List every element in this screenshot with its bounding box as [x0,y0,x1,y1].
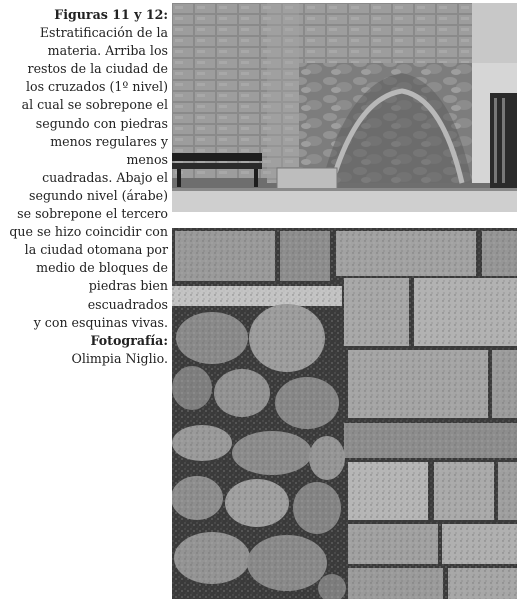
photo-stone-layers [172,228,517,599]
figure-caption [6,6,168,368]
photo-crusader-walls [172,3,517,212]
figure-label: Figuras 11 y 12: [54,7,168,22]
caption-text: Estratificación de la materia. Arriba los restos de la ciudad de los cruzados (1º nivel) al cual se sobrepone el segundo con piedras menos regulares y menos cuadradas. Abajo el segundo nivel (árabe) se sobrepone el tercero que se hizo coincidir con la ciudad otomana por medio de bloques de piedras bien escuadrados y con esquinas vivas. [9,25,168,330]
photo-credit-label: Fotografía: [90,332,168,348]
photo-credit-name: Olimpia Niglio. [71,350,168,366]
